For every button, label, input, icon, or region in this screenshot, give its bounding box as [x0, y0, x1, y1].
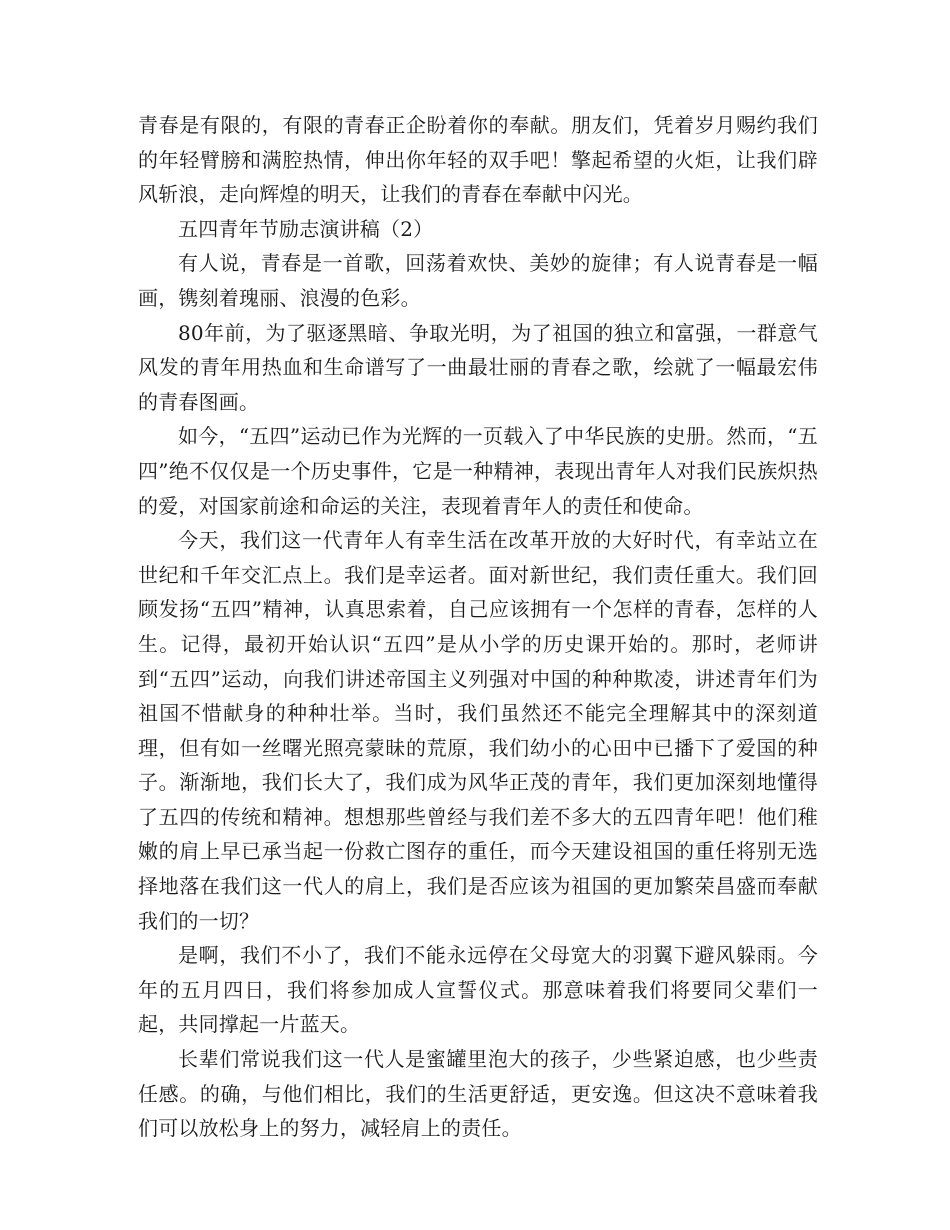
- paragraph-closing-previous-speech: 青春是有限的，有限的青春正企盼着你的奉献。朋友们，凭着岁月赐约我们的年轻臂膀和满腔热情，伸出你年轻的双手吧！擎起希望的火炬，让我们辟风斩浪，走向辉煌的明天，让我们的青春在奉献中闪光。: [138, 113, 818, 207]
- paragraph-youth-song: 有人说，青春是一首歌，回荡着欢快、美妙的旋律；有人说青春是一幅画，镌刻着瑰丽、浪漫的色彩。: [138, 251, 818, 310]
- paragraph-80-years-ago: 80年前，为了驱逐黑暗、争取光明，为了祖国的独立和富强，一群意气风发的青年用热血和生命谱写了一曲最壮丽的青春之歌，绘就了一幅最宏伟的青春图画。: [138, 320, 818, 414]
- paragraph-may-fourth-history: 如今，“五四”运动已作为光辉的一页载入了中华民族的史册。然而，“五四”绝不仅仅是一个历史事件，它是一种精神，表现出青年人对我们民族炽热的爱，对国家前途和命运的关注，表现着青年人的责任和使命。: [138, 424, 818, 518]
- speech-heading: 五四青年节励志演讲稿（2）: [178, 216, 434, 241]
- paragraph-growing-up: 是啊，我们不小了，我们不能永远停在父母宽大的羽翼下避风躲雨。今年的五月四日，我们将参加成人宣誓仪式。那意味着我们将要同父辈们一起，共同撑起一片蓝天。: [138, 943, 818, 1037]
- document-body: [138, 108, 818, 1146]
- paragraph-today: 今天，我们这一代青年人有幸生活在改革开放的大好时代，有幸站立在世纪和千年交汇点上。我们是幸运者。面对新世纪，我们责任重大。我们回顾发扬“五四”精神，认真思索着，自己应该拥有一个怎样的青春，怎样的人生。记得，最初开始认识“五四”是从小学的历史课开始的。那时，老师讲到“五四”运动，向我们讲述帝国主义列强对中国的种种欺凌，讲述青年们为祖国不惜献身的种种壮举。当时，我们虽然还不能完全理解其中的深刻道理，但有如一丝曙光照亮蒙昧的荒原，我们幼小的心田中已播下了爱国的种子。渐渐地，我们长大了，我们成为风华正茂的青年，我们更加深刻地懂得了五四的传统和精神。想想那些曾经与我们差不多大的五四青年吧！他们稚嫩的肩上早已承当起一份救亡图存的重任，而今天建设祖国的重任将别无选择地落在我们这一代人的肩上，我们是否应该为祖国的更加繁荣昌盛而奉献我们的一切？: [138, 528, 818, 933]
- paragraph-elders-say: 长辈们常说我们这一代人是蜜罐里泡大的孩子，少些紧迫感，也少些责任感。的确，与他们相比，我们的生活更舒适，更安逸。但这决不意味着我们可以放松身上的努力，减轻肩上的责任。: [138, 1047, 818, 1141]
